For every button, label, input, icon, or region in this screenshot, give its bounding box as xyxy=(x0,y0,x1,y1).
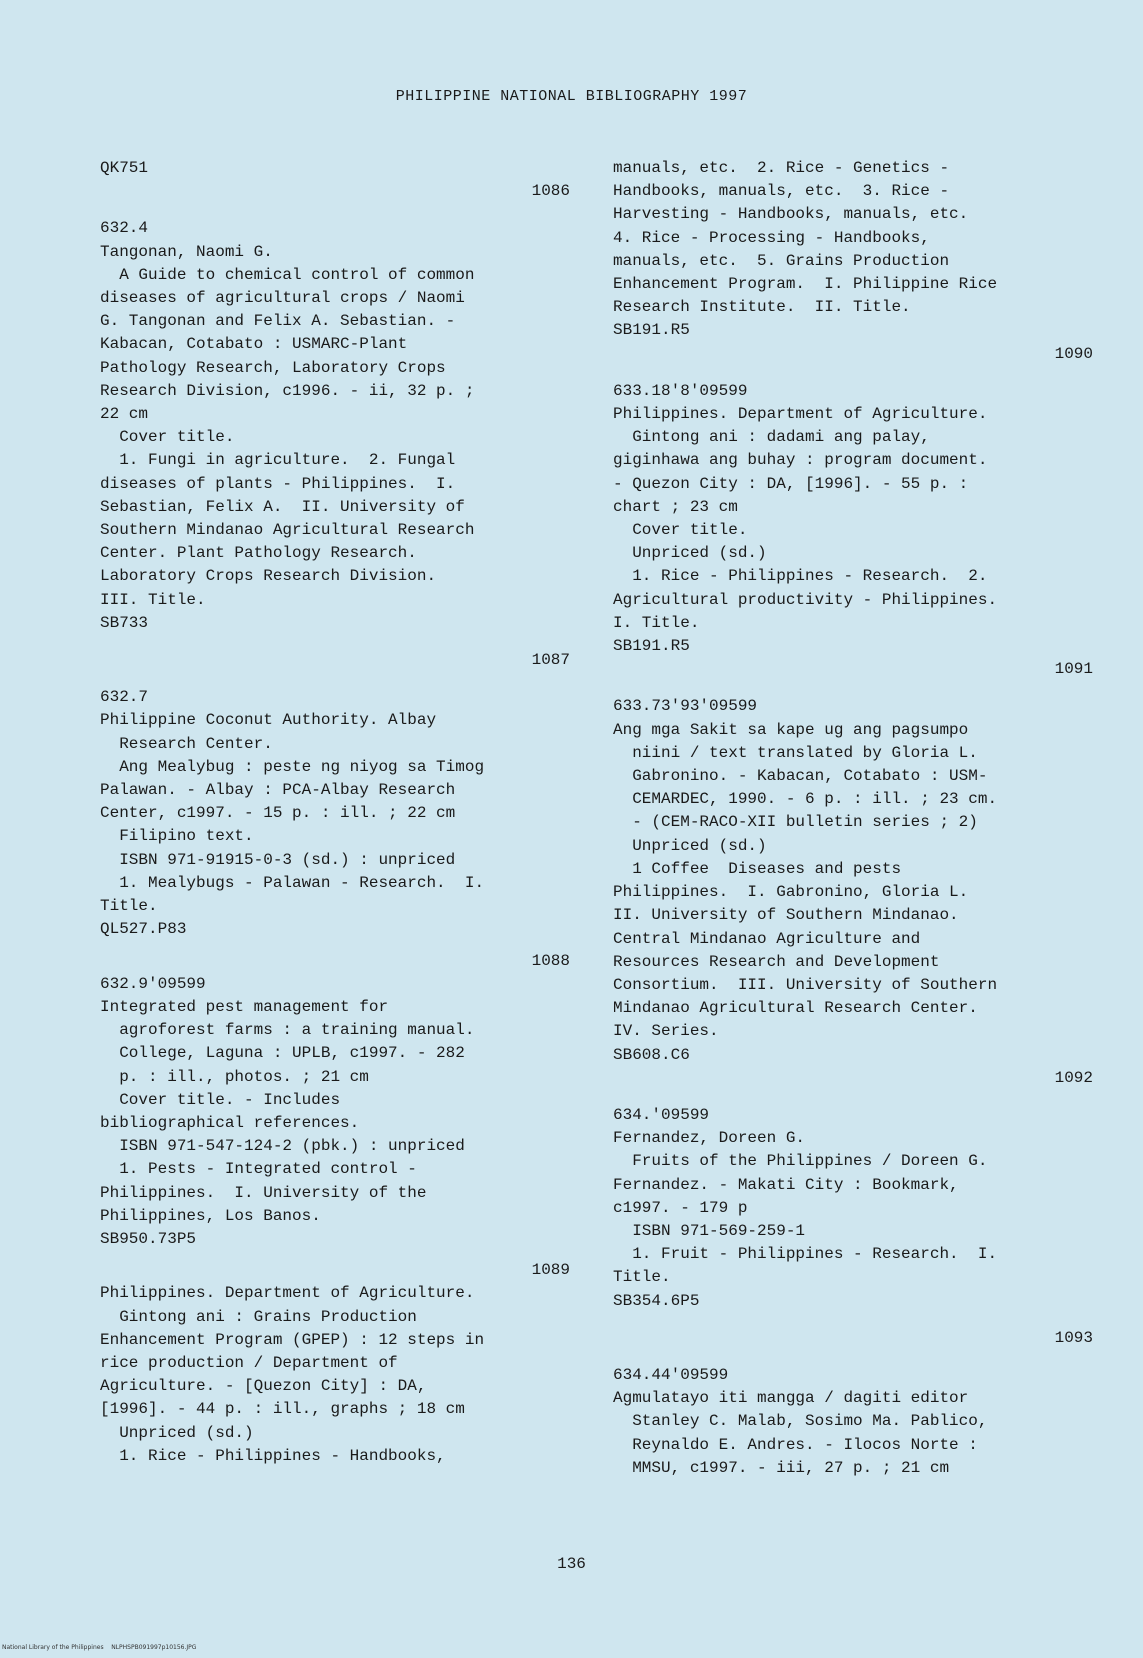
entry-number: 1092 xyxy=(1054,1068,1093,1087)
entry-line: Cover title. - Includes xyxy=(100,1090,341,1109)
entry-line: Fernandez. - Makati City : Bookmark, xyxy=(613,1175,959,1194)
entry-line: ISBN 971-569-259-1 xyxy=(613,1221,806,1240)
entry-line: Tangonan, Naomi G. xyxy=(100,242,273,261)
entry-number: 1090 xyxy=(1054,344,1093,363)
entry-line: II. University of Southern Mindanao. xyxy=(613,906,959,925)
entry-line: Filipino text. xyxy=(100,827,254,846)
entry-number: 1089 xyxy=(531,1261,570,1280)
entry-line: Fernandez, Doreen G. xyxy=(613,1129,806,1148)
entry-line: 1. Rice - Philippines - Research. 2. xyxy=(613,567,988,586)
entry-line: Unpriced (sd.) xyxy=(613,836,767,855)
entry-line: Central Mindanao Agriculture and xyxy=(613,929,921,948)
entry-line: A Guide to chemical control of common xyxy=(100,265,475,284)
entry-line: 22 cm xyxy=(100,405,149,424)
entry-line: c1997. - 179 p xyxy=(613,1198,748,1217)
entry-spacer xyxy=(100,1251,570,1259)
entry-line: 1. Fruit - Philippines - Research. I. xyxy=(613,1245,998,1264)
entry-gap xyxy=(613,1350,1093,1364)
entry-line: Consortium. III. University of Southern xyxy=(613,975,998,994)
entry-line: Philippines. Department of Agriculture. xyxy=(613,405,988,424)
entry-line: niini / text translated by Gloria L. xyxy=(613,743,978,762)
entry-line: Agmulatayo iti mangga / dagiti editor xyxy=(613,1389,969,1408)
entry-line: 634.44'09599 xyxy=(613,1365,729,1384)
entry-line: Gabronino. - Kabacan, Cotabato : USM- xyxy=(613,767,988,786)
entry-line: diseases of plants - Philippines. I. xyxy=(100,474,456,493)
entry-gap xyxy=(613,1313,1093,1327)
entry-line: SB191.R5 xyxy=(613,637,690,656)
entry-line: 633.18'8'09599 xyxy=(613,381,748,400)
entry-line: Harvesting - Handbooks, manuals, etc. xyxy=(613,205,969,224)
entry-line: Mindanao Agricultural Research Center. xyxy=(613,999,978,1018)
entry-line: Unpriced (sd.) xyxy=(613,544,767,563)
entry-line: manuals, etc. 2. Rice - Genetics - xyxy=(613,159,950,177)
entry-line: Philippine Coconut Authority. Albay xyxy=(100,711,437,730)
entry-line: Gintong ani : Grains Production xyxy=(100,1307,417,1326)
entry-line: QK751 xyxy=(100,159,149,177)
entry-line: Unpriced (sd.) xyxy=(100,1423,254,1442)
entry-line: 1. Mealybugs - Palawan - Research. I. xyxy=(100,873,485,892)
entry-gap xyxy=(613,681,1093,695)
entry-line: Sebastian, Felix A. II. University of xyxy=(100,497,465,516)
entry-line: SB608.C6 xyxy=(613,1045,690,1064)
entry-line: Enhancement Program (GPEP) : 12 steps in xyxy=(100,1330,485,1349)
scan-footer: National Library of the Philippines NLPHSPB091997p10156.JPG xyxy=(2,1644,197,1651)
entry-line: Kabacan, Cotabato : USMARC-Plant xyxy=(100,335,408,354)
entry-line: p. : ill., photos. ; 21 cm xyxy=(100,1067,369,1086)
entry-line: G. Tangonan and Felix A. Sebastian. - xyxy=(100,312,456,331)
entry-line: Resources Research and Development xyxy=(613,952,940,971)
entry-line: Center. Plant Pathology Research. xyxy=(100,544,417,563)
entry-line: 1. Fungi in agriculture. 2. Fungal xyxy=(100,451,456,470)
entry-line: 1. Pests - Integrated control - xyxy=(100,1160,417,1179)
entry-line: manuals, etc. 5. Grains Production xyxy=(613,251,950,270)
entry-line: Research Institute. II. Title. xyxy=(613,298,911,317)
entry-line: Ang mga Sakit sa kape ug ang pagsumpo xyxy=(613,720,969,739)
entry-number: 1093 xyxy=(1054,1328,1093,1347)
entry-line: III. Title. xyxy=(100,590,206,609)
entry-line: [1996]. - 44 p. : ill., graphs ; 18 cm xyxy=(100,1400,465,1419)
entry-line: Philippines. Department of Agriculture. xyxy=(100,1284,475,1303)
entry-line: 633.73'93'09599 xyxy=(613,697,758,716)
entry-gap xyxy=(100,635,570,649)
entry-line: SB191.R5 xyxy=(613,321,690,340)
entry-line: College, Laguna : UPLB, c1997. - 282 xyxy=(100,1044,465,1063)
entry-line: 4. Rice - Processing - Handbooks, xyxy=(613,228,930,247)
entry-line: ISBN 971-91915-0-3 (sd.) : unpriced xyxy=(100,850,456,869)
entry-number: 1087 xyxy=(531,651,570,670)
entry-line: Philippines, Los Banos. xyxy=(100,1206,321,1225)
entry-line: SB733 xyxy=(100,613,149,632)
entry-number: 1091 xyxy=(1054,660,1093,679)
entry-line: rice production / Department of xyxy=(100,1353,398,1372)
entry-line: 632.4 xyxy=(100,219,149,238)
entry-number: 1088 xyxy=(531,951,570,970)
entry-line: Philippines. I. University of the xyxy=(100,1183,427,1202)
entry-line: IV. Series. xyxy=(613,1022,719,1041)
entry-line: Philippines. I. Gabronino, Gloria L. xyxy=(613,883,969,902)
entry-line: Fruits of the Philippines / Doreen G. xyxy=(613,1152,988,1171)
entry-spacer xyxy=(100,942,570,950)
entry-line: Title. xyxy=(100,897,158,916)
entry-line: CEMARDEC, 1990. - 6 p. : ill. ; 23 cm. xyxy=(613,790,998,809)
entry-line: agroforest farms : a training manual. xyxy=(100,1021,475,1040)
entry-line: Cover title. xyxy=(100,428,235,447)
entry-gap xyxy=(613,1090,1093,1104)
entry-line: chart ; 23 cm xyxy=(613,497,738,516)
entry-line: - (CEM-RACO-XII bulletin series ; 2) xyxy=(613,813,978,832)
entry-line: Cover title. xyxy=(613,521,748,540)
entry-line: 632.7 xyxy=(100,688,149,707)
entry-line: Research Center. xyxy=(100,734,273,753)
entry-line: Agriculture. - [Quezon City] : DA, xyxy=(100,1377,427,1396)
right-column xyxy=(613,157,1093,1480)
entry-line: Pathology Research, Laboratory Crops xyxy=(100,358,446,377)
page-number: 136 xyxy=(557,1555,586,1573)
entry-line: Handbooks, manuals, etc. 3. Rice - xyxy=(613,182,950,201)
left-column xyxy=(100,157,570,1468)
entry-line: QL527.P83 xyxy=(100,920,187,939)
entry-gap xyxy=(100,203,570,217)
entry-line: Ang Mealybug : peste ng niyog sa Timog xyxy=(100,757,485,776)
entry-line: Stanley C. Malab, Sosimo Ma. Pablico, xyxy=(613,1412,988,1431)
entry-line: Center, c1997. - 15 p. : ill. ; 22 cm xyxy=(100,804,456,823)
entry-line: SB354.6P5 xyxy=(613,1291,700,1310)
entry-line: Integrated pest management for xyxy=(100,997,389,1016)
entry-line: diseases of agricultural crops / Naomi xyxy=(100,289,465,308)
entry-line: Title. xyxy=(613,1268,671,1287)
entry-gap xyxy=(100,672,570,686)
entry-line: Laboratory Crops Research Division. xyxy=(100,567,437,586)
entry-line: bibliographical references. xyxy=(100,1113,360,1132)
entry-line: Reynaldo E. Andres. - Ilocos Norte : xyxy=(613,1435,978,1454)
entry-line: Palawan. - Albay : PCA-Albay Research xyxy=(100,781,456,800)
entry-line: SB950.73P5 xyxy=(100,1229,197,1248)
entry-line: ISBN 971-547-124-2 (pbk.) : unpriced xyxy=(100,1137,465,1156)
entry-line: 1. Rice - Philippines - Handbooks, xyxy=(100,1446,446,1465)
entry-line: Agricultural productivity - Philippines. xyxy=(613,590,998,609)
entry-line: 634.'09599 xyxy=(613,1105,710,1124)
entry-line: 632.9'09599 xyxy=(100,974,206,993)
entry-gap xyxy=(613,366,1093,380)
entry-line: Southern Mindanao Agricultural Research xyxy=(100,521,475,540)
entry-line: 1 Coffee Diseases and pests xyxy=(613,859,902,878)
entry-line: Enhancement Program. I. Philippine Rice xyxy=(613,275,998,294)
entry-number: 1086 xyxy=(531,182,570,201)
entry-line: I. Title. xyxy=(613,613,700,632)
page-header: PHILIPPINE NATIONAL BIBLIOGRAPHY 1997 xyxy=(395,88,748,105)
entry-line: giginhawa ang buhay : program document. xyxy=(613,451,988,470)
entry-line: - Quezon City : DA, [1996]. - 55 p. : xyxy=(613,474,969,493)
entry-line: Gintong ani : dadami ang palay, xyxy=(613,428,930,447)
entry-line: Research Division, c1996. - ii, 32 p. ; xyxy=(100,381,475,400)
entry-line: MMSU, c1997. - iii, 27 p. ; 21 cm xyxy=(613,1458,950,1477)
